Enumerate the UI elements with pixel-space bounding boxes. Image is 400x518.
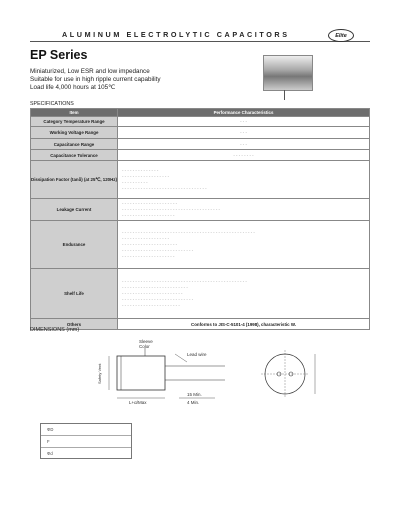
spec-row-item: Others (31, 319, 118, 330)
value-line: - - - - - - - - - - - - - - - - - - - - (122, 253, 175, 259)
spec-header-row (31, 109, 370, 117)
lead-length-label-b: 4 Min. (187, 400, 200, 405)
intro-line-3: Load life 4,000 hours at 105℃ (30, 84, 116, 91)
table-row-label: ΦD (47, 427, 54, 432)
spec-row-value: - - - - - - - - (118, 150, 370, 161)
spec-row (31, 269, 370, 319)
value-line: - - - - - - - - - - - - - - - - - - - - - - - - - - - (122, 296, 194, 302)
value-line: - - - - - - - - - - - - - - - - - - (122, 173, 170, 179)
length-label: L+α/Max (129, 400, 147, 405)
sleeve-label: Sleeve (139, 339, 153, 344)
table-row-label: Φd (47, 451, 53, 456)
spec-row-value (118, 221, 370, 269)
intro-line-2: Suitable for use in high ripple current capability (30, 76, 161, 83)
spec-row-value: - - - (118, 139, 370, 150)
product-photo (263, 55, 313, 91)
spec-header-perf: Performance Characteristics (118, 109, 370, 117)
header-title: ALUMINUM ELECTROLYTIC CAPACITORS (62, 30, 290, 39)
spec-table (30, 108, 370, 330)
table-row-divider (41, 447, 131, 448)
value-line: - - - - - - - - - - - - - - - - - - - - - (122, 241, 178, 247)
spec-row (31, 127, 370, 139)
capacitor-body (117, 356, 165, 390)
spec-row (31, 221, 370, 269)
value-line: - - - - - - - - - - - - - - - - - - (122, 235, 170, 241)
spec-row-item: Leakage Current (31, 199, 118, 221)
safety-vent-label: Safety Vent (97, 363, 102, 384)
spec-row (31, 117, 370, 127)
spec-header-item: Item (31, 109, 118, 117)
brand-logo: Elite (328, 29, 354, 42)
lead-wire-label: Lead wire (187, 352, 207, 357)
spec-row (31, 319, 370, 330)
spec-row (31, 161, 370, 199)
value-line: - - - - - - - - - - - - - - - - - - - - - (122, 200, 178, 206)
value-line: - - - - - - - - - - - - - - - - - - - - - - - - - - - - - - - - - - - - - (122, 206, 221, 212)
value-line: - - - - - - - - - - - - - - - - - - - - (122, 212, 175, 218)
value-line: - - - - - - - - - - - - - - - - - - - - - - - - - (122, 284, 188, 290)
spec-row-item: Capacitance Range (31, 139, 118, 150)
series-title: EP Series (30, 48, 88, 62)
dimensions-title: DIMENSIONS (mm) (30, 327, 80, 333)
value-line: - - - - - - - - - - - - - - - - - - - - - - - - - - - - - - - - (122, 185, 207, 191)
dimension-diagram (95, 336, 335, 408)
spec-row (31, 139, 370, 150)
spec-row-item: Shelf Life (31, 269, 118, 319)
table-row-label: F (47, 439, 50, 444)
spec-row (31, 199, 370, 221)
spec-row-value (118, 161, 370, 199)
color-label: Color (139, 344, 150, 349)
spec-title: SPECIFICATIONS (30, 101, 74, 107)
value-line: - - - - - - - - - - - - - - - - - - - - - - - (122, 290, 183, 296)
spec-row-value (118, 269, 370, 319)
value-line: - - - - - - - - - - - - - - - - - - - - - - - - - - - - - - - - - - - - - - - - - - - - - - - (122, 278, 247, 284)
spec-row-item: Capacitance Tolerance (31, 150, 118, 161)
spec-row-item: Endurance (31, 221, 118, 269)
value-line: - - - - - - - - - - - - - - - - - - - - - - - - - - - (122, 247, 194, 253)
value-line: - - - - - - - - - - - - - - (122, 167, 159, 173)
spec-row-item: Category Temperature Range (31, 117, 118, 127)
spec-row-value: - - - (118, 117, 370, 127)
spec-row-item: Dissipation Factor (tanδ) (at 25℃, 120Hz) (31, 161, 118, 199)
spec-row (31, 150, 370, 161)
spec-row-value (118, 199, 370, 221)
value-line: - - - - - - - - - - - - - - - - - - - - - - - - - - - - - - - - - - - - - - - - - - - - - - - - - - (122, 229, 255, 235)
header-rule (30, 41, 370, 42)
lead-leader (175, 354, 187, 362)
value-line: - - - - - - - - - - (122, 179, 148, 185)
intro-line-1: Miniaturized, Low ESR and low impedance (30, 68, 150, 75)
table-row-divider (41, 435, 131, 436)
lead-length-label-a: 15 Min. (187, 392, 202, 397)
intro-text (30, 68, 250, 92)
spec-row-value: Conforms to JIS-C-5101-4 (1998), characteristic W. (118, 319, 370, 330)
spec-row-value: - - - (118, 127, 370, 139)
spec-row-item: Working Voltage Range (31, 127, 118, 139)
value-line: - - - - - - - - - - - - - - - - - - - - - - (122, 302, 180, 308)
dimension-table (40, 423, 132, 459)
